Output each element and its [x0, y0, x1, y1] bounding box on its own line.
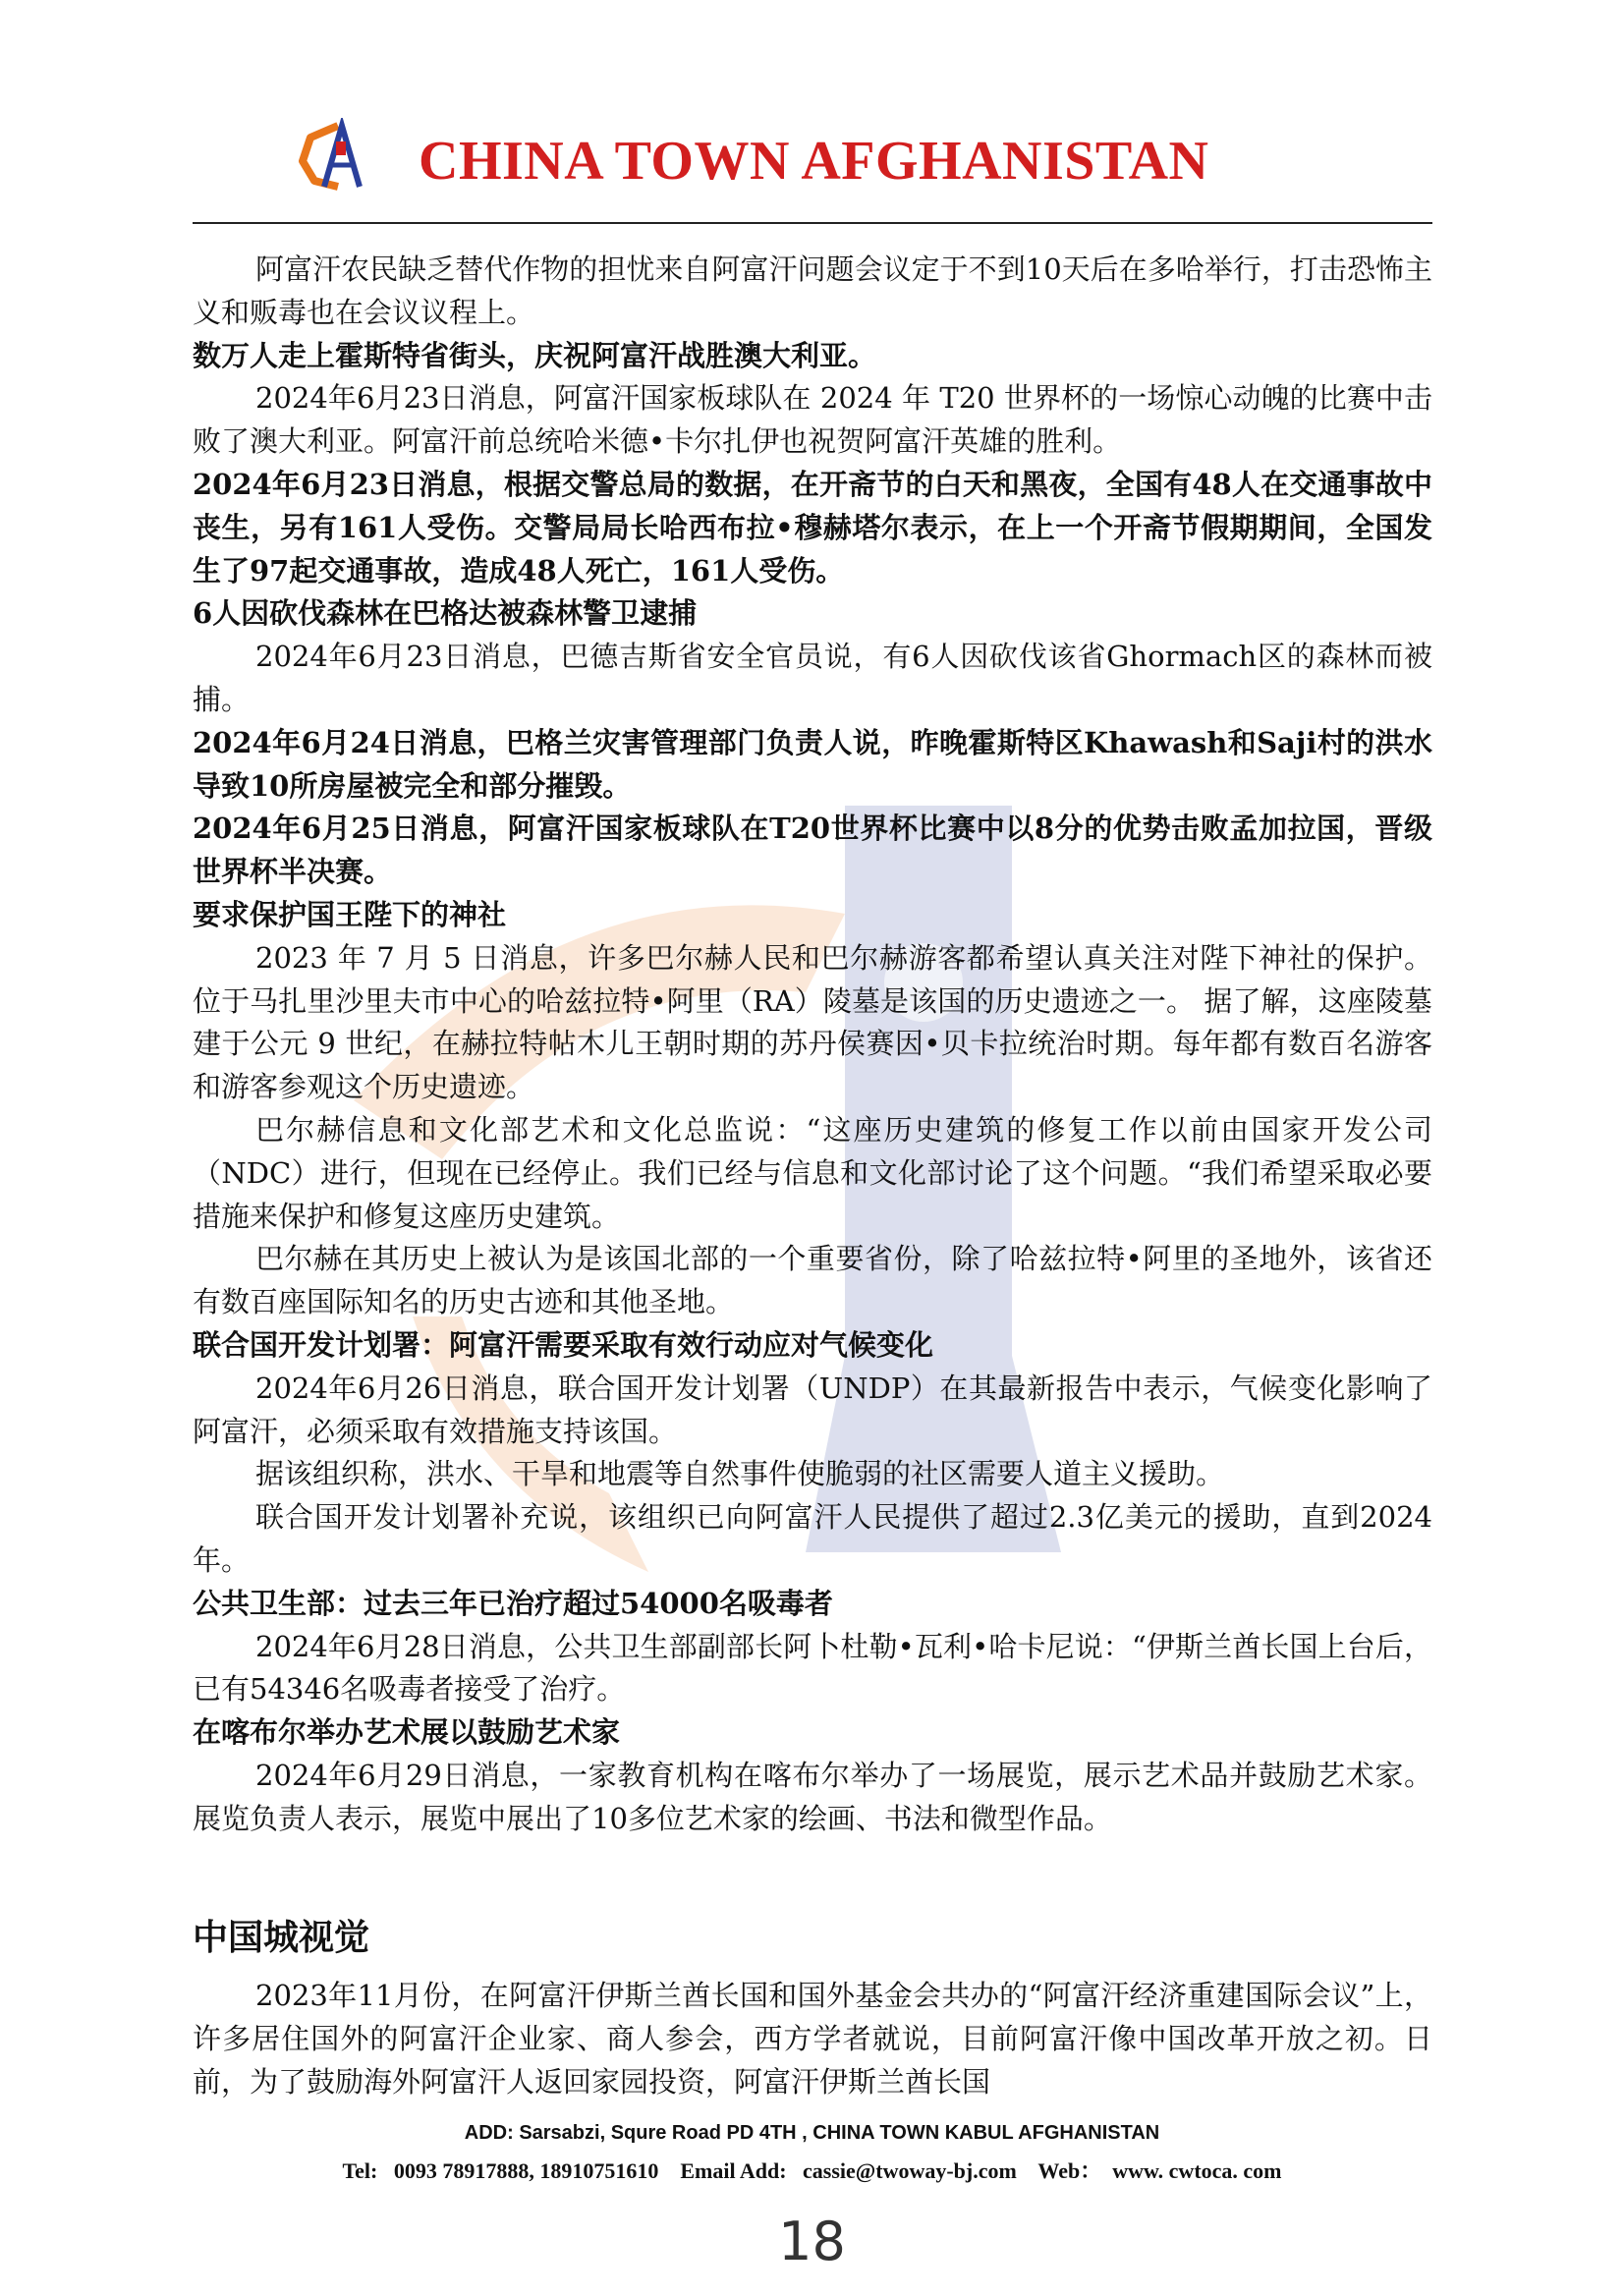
section-title: 中国城视觉 [193, 1918, 370, 1958]
news-headline: 要求保护国王陛下的神社 [193, 897, 507, 931]
news-headline: 2024年6月24日消息，巴格兰灾害管理部门负责人说，昨晚霍斯特区Khawash和Saji村的洪水导致10所房屋被完全和部分摧毁。 [193, 725, 1432, 803]
news-paragraph: 2024年6月23日消息，巴德吉斯省安全官员说，有6人因砍伐该省Ghormach区的森林而被捕。 [193, 640, 1432, 716]
page-number: 18 [778, 2211, 846, 2272]
news-headline: 2024年6月25日消息，阿富汗国家板球队在T20世界杯比赛中以8分的优势击败孟加拉国，晋级世界杯半决赛。 [193, 812, 1432, 889]
news-paragraph: 2023 年 7 月 5 日消息，许多巴尔赫人民和巴尔赫游客都希望认真关注对陛下神社的保护。位于马扎里沙里夫市中心的哈兹拉特•阿里（RA）陵墓是该国的历史遗迹之一。 据了解，这座陵墓建于公元 9 世纪，在赫拉特帖木儿王朝时期的苏丹侯赛因•贝卡拉统治时期。每年都有数百名游客和游客参观这个历史遗迹。 [193, 940, 1432, 1104]
news-headline: 数万人走上霍斯特省街头，庆祝阿富汗战胜澳大利亚。 [193, 338, 877, 372]
news-paragraph: 2024年6月29日消息，一家教育机构在喀布尔举办了一场展览，展示艺术品并鼓励艺术家。展览负责人表示，展览中展出了10多位艺术家的绘画、书法和微型作品。 [193, 1758, 1432, 1835]
news-headline: 2024年6月23日消息，根据交警总局的数据，在开斋节的白天和黑夜，全国有48人在交通事故中丧生，另有161人受伤。交警局局长哈西布拉•穆赫塔尔表示，在上一个开斋节假期期间，全国发生了97起交通事故，造成48人死亡，161人受伤。 [193, 467, 1432, 588]
section-paragraph: 2023年11月份，在阿富汗伊斯兰酋长国和国外基金会共办的“阿富汗经济重建国际会议”上，许多居住国外的阿富汗企业家、商人参会，西方学者就说，目前阿富汗像中国改革开放之初。日前，为了鼓励海外阿富汗人返回家园投资，阿富汗伊斯兰酋长国 [193, 1979, 1432, 2099]
news-paragraph: 阿富汗农民缺乏替代作物的担忧来自阿富汗问题会议定于不到10天后在多哈举行，打击恐怖主义和贩毒也在会议议程上。 [193, 252, 1432, 329]
news-body [193, 249, 1432, 1840]
news-headline: 联合国开发计划署：阿富汗需要采取有效行动应对气候变化 [193, 1327, 934, 1362]
section-body [193, 1975, 1432, 2103]
footer-contact: Tel: 0093 78917888, 18910751610 Email Add: cassie@twoway-bj.com Web： www. cwtoca. com [342, 2158, 1282, 2183]
news-paragraph: 巴尔赫在其历史上被认为是该国北部的一个重要省份，除了哈兹拉特•阿里的圣地外，该省还有数百座国际知名的历史古迹和其他圣地。 [193, 1242, 1432, 1319]
news-paragraph: 2024年6月26日消息，联合国开发计划署（UNDP）在其最新报告中表示，气候变化影响了阿富汗，必须采取有效措施支持该国。 [193, 1371, 1432, 1448]
header-divider [193, 222, 1432, 224]
news-headline: 6人因砍伐森林在巴格达被森林警卫逮捕 [193, 596, 698, 631]
news-paragraph: 2024年6月28日消息，公共卫生部副部长阿卜杜勒•瓦利•哈卡尼说：“伊斯兰酋长国上台后，已有54346名吸毒者接受了治疗。 [193, 1629, 1432, 1707]
footer-address: ADD: Sarsabzi, Squre Road PD 4TH , CHINA TOWN KABUL AFGHANISTAN [464, 2122, 1160, 2144]
news-paragraph: 据该组织称，洪水、干旱和地震等自然事件使脆弱的社区需要人道主义援助。 [255, 1457, 1225, 1491]
news-paragraph: 2024年6月23日消息，阿富汗国家板球队在 2024 年 T20 世界杯的一场惊心动魄的比赛中击败了澳大利亚。阿富汗前总统哈米德•卡尔扎伊也祝贺阿富汗英雄的胜利。 [193, 381, 1432, 459]
cta-logo-icon [295, 118, 369, 193]
news-paragraph: 巴尔赫信息和文化部艺术和文化总监说：“这座历史建筑的修复工作以前由国家开发公司（NDC）进行，但现在已经停止。我们已经与信息和文化部讨论了这个问题。“我们希望采取必要措施来保护和修复这座历史建筑。 [193, 1112, 1432, 1233]
page-header [193, 118, 1432, 221]
brand-title: CHINA TOWN AFGHANISTAN [419, 131, 1209, 192]
news-paragraph: 联合国开发计划署补充说，该组织已向阿富汗人民提供了超过2.3亿美元的援助，直到2024年。 [193, 1500, 1432, 1577]
news-headline: 公共卫生部：过去三年已治疗超过54000名吸毒者 [193, 1586, 833, 1620]
news-headline: 在喀布尔举办艺术展以鼓励艺术家 [193, 1715, 621, 1750]
